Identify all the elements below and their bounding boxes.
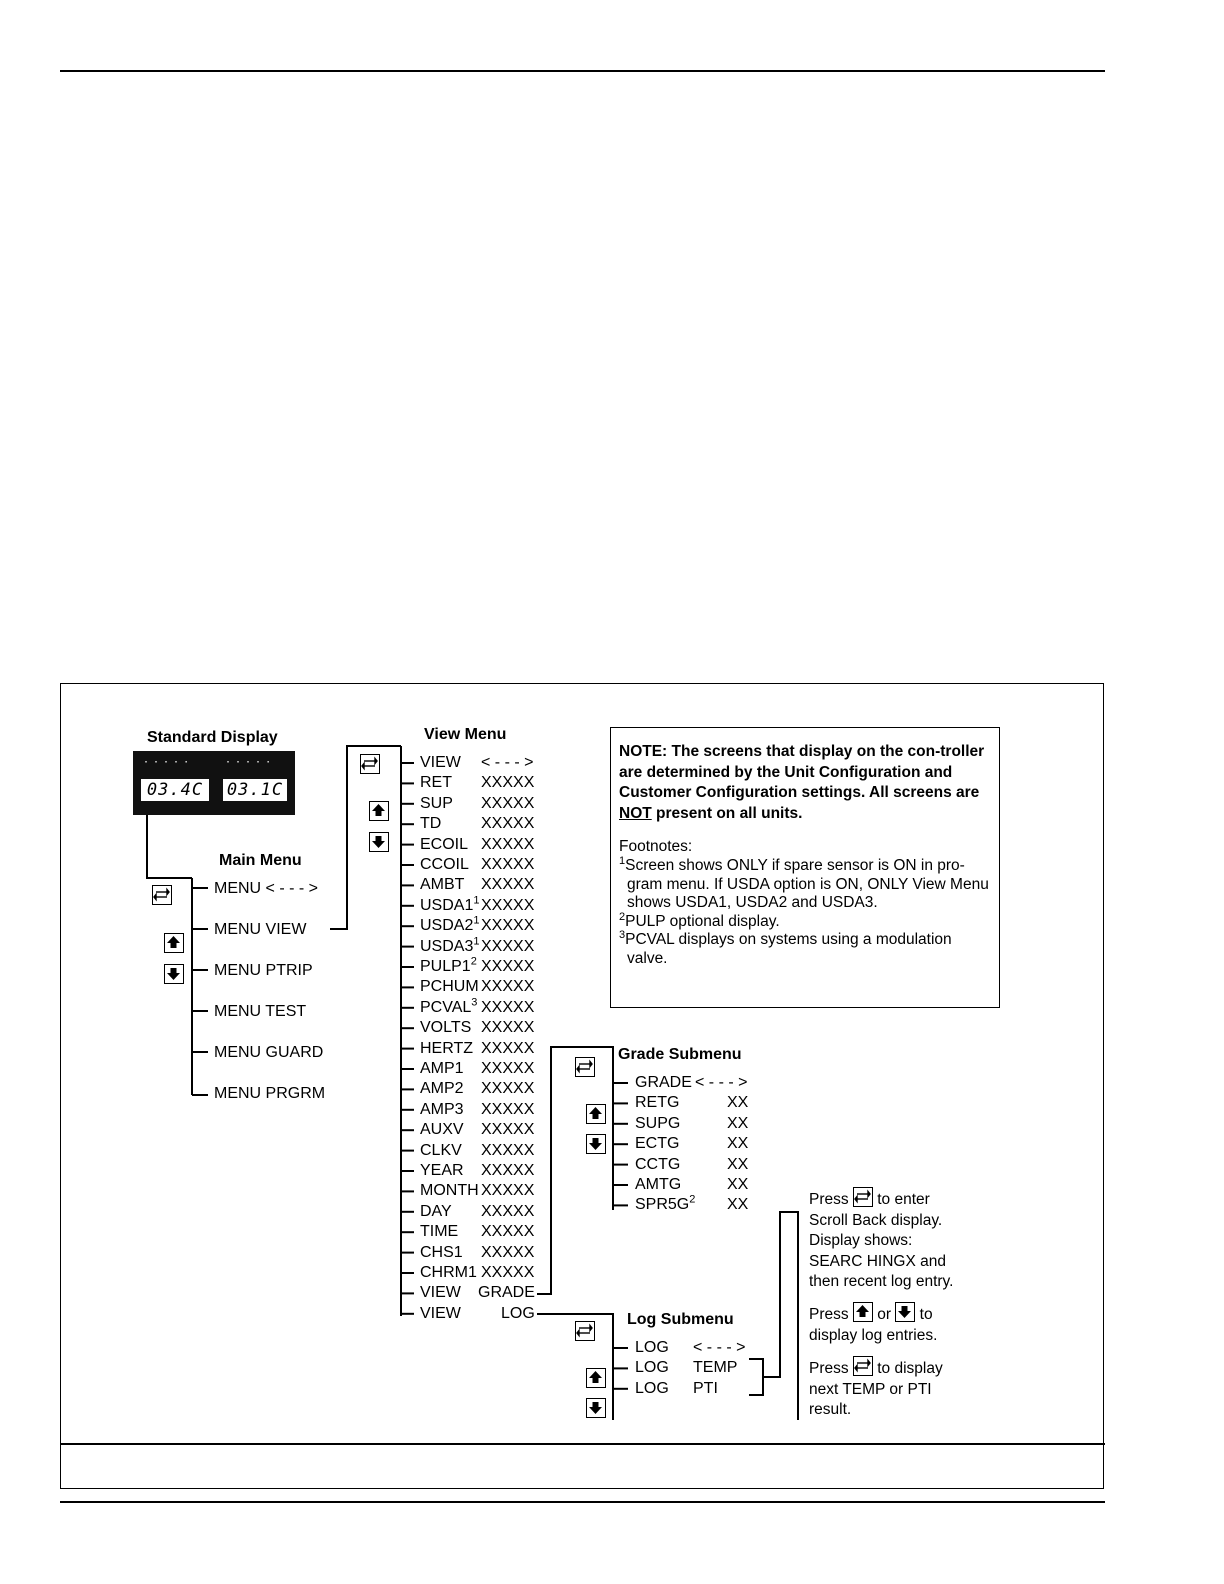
view-menu-item-value: XXXXX bbox=[481, 876, 535, 894]
footnote-number: 3 bbox=[619, 928, 626, 941]
instruction-2-after-key: to bbox=[919, 1306, 933, 1323]
grade-submenu-item-value: XX bbox=[727, 1155, 749, 1173]
grade-down-key[interactable] bbox=[586, 1134, 606, 1154]
view-menu-item-label bbox=[420, 1162, 464, 1180]
select-key-icon bbox=[854, 1357, 871, 1374]
view-menu-item-label-text: PCVAL bbox=[420, 998, 472, 1016]
view-menu-item-label-text: USDA2 bbox=[420, 917, 474, 935]
view-menu-item-label-text: AMP3 bbox=[420, 1100, 464, 1118]
log-submenu-title: Log Submenu bbox=[627, 1311, 734, 1328]
down-arrow-key-icon bbox=[370, 833, 387, 850]
grade-submenu-item-label-text: ECTG bbox=[635, 1135, 680, 1153]
grade-submenu-item-value: < - - - > bbox=[695, 1074, 748, 1091]
main-menu-item[interactable]: MENU GUARD bbox=[214, 1044, 324, 1061]
press-label-2: Press bbox=[809, 1306, 849, 1323]
grade-submenu-item-label bbox=[635, 1135, 679, 1153]
view-menu-item-label-text: DAY bbox=[420, 1202, 452, 1220]
select-key-icon bbox=[361, 755, 378, 772]
view-menu-item-value: XXXXX bbox=[481, 1243, 535, 1261]
instruction-display-log-entries bbox=[809, 1302, 937, 1346]
view-menu-item-label-text: PCHUM bbox=[420, 978, 479, 996]
view-menu-item-label-text: YEAR bbox=[420, 1162, 464, 1179]
view-menu-item-label bbox=[420, 1040, 473, 1058]
lcd-right-value: 03.1C bbox=[223, 779, 287, 801]
view-menu-item-label-text: RET bbox=[420, 774, 452, 792]
main-menu-title: Main Menu bbox=[219, 852, 302, 869]
view-menu-item-label bbox=[420, 935, 480, 956]
view-menu-item-label bbox=[420, 1121, 464, 1139]
main-menu-item[interactable]: MENU PRGRM bbox=[214, 1085, 326, 1102]
footnote-text: Screen shows ONLY if spare sensor is ON in pro-gram menu. If USDA option is ON, ONLY View Menu shows USDA1, USDA2 and USDA3. bbox=[625, 857, 989, 911]
grade-submenu-item-label bbox=[635, 1156, 680, 1174]
view-menu-item-value: XXXXX bbox=[481, 1039, 535, 1057]
down-arrow-key-icon bbox=[587, 1399, 604, 1416]
main-down-key[interactable] bbox=[164, 964, 184, 984]
view-menu-item-label-text: HERTZ bbox=[420, 1039, 474, 1057]
log-submenu-item-value: < - - - > bbox=[693, 1339, 746, 1356]
footnote-item bbox=[619, 928, 991, 968]
footnotes-title: Footnotes: bbox=[619, 838, 693, 855]
instruction-enter-scroll-back bbox=[809, 1187, 953, 1293]
view-menu-item-value: XXXXX bbox=[481, 794, 535, 812]
view-menu-item-label bbox=[420, 856, 469, 874]
view-menu-item-value: XXXXX bbox=[481, 1223, 535, 1241]
note-text-end: present on all units. bbox=[651, 804, 803, 822]
view-select-key[interactable] bbox=[360, 754, 380, 774]
note-underlined: NOT bbox=[619, 804, 652, 822]
main-up-key[interactable] bbox=[164, 933, 184, 953]
log-submenu-item-value: PTI bbox=[693, 1379, 718, 1397]
log-up-key[interactable] bbox=[586, 1368, 606, 1388]
view-menu-item-value: XXXXX bbox=[481, 896, 535, 914]
view-menu-item-label-text: VIEW bbox=[420, 1304, 461, 1322]
view-menu-item-label bbox=[420, 996, 478, 1017]
footnote-marker: 1 bbox=[473, 914, 480, 927]
down-arrow-key-icon bbox=[896, 1303, 913, 1320]
view-menu-item-value: XXXXX bbox=[481, 1060, 535, 1077]
grade-submenu-item-label-text: SPR5G bbox=[635, 1196, 690, 1214]
footnote-marker: 2 bbox=[689, 1194, 696, 1207]
view-menu-item-label-text: MONTH bbox=[420, 1182, 479, 1200]
instruction-line: result. bbox=[809, 1401, 852, 1418]
standard-display bbox=[133, 751, 295, 815]
view-menu-item-label bbox=[420, 1182, 479, 1200]
view-menu-item-label-text: CHS1 bbox=[420, 1243, 463, 1261]
view-menu-item-label-text: AMP1 bbox=[420, 1060, 464, 1077]
view-menu-item-label-text: PULP1 bbox=[420, 958, 471, 975]
note-text-start: NOTE: The screens that display on the con-troller are determined by the Unit Configuration and Customer Configuration settings. All screens are bbox=[619, 743, 985, 801]
instruction-select-key-1 bbox=[853, 1187, 873, 1207]
view-menu-item-label-text: AUXV bbox=[420, 1121, 464, 1139]
view-menu-item-label bbox=[420, 815, 441, 833]
grade-select-key[interactable] bbox=[575, 1057, 595, 1077]
view-menu-item-label-text: AMP2 bbox=[420, 1080, 464, 1098]
view-up-key[interactable] bbox=[369, 801, 389, 821]
footnote-item bbox=[619, 854, 991, 913]
press-label-1: Press bbox=[809, 1191, 849, 1208]
view-menu-item-label-text: USDA1 bbox=[420, 896, 474, 914]
instruction-line: SEARC HINGX and bbox=[809, 1252, 946, 1270]
view-menu-item-value: XXXXX bbox=[481, 856, 535, 873]
view-menu-item-value: XXXXX bbox=[481, 1202, 535, 1220]
view-menu-item-label bbox=[420, 795, 453, 813]
log-submenu-item-label: LOG bbox=[635, 1339, 669, 1356]
view-menu-item-value: XXXXX bbox=[481, 1182, 535, 1200]
footnote-marker: 1 bbox=[473, 894, 480, 907]
view-menu-item-label bbox=[420, 1223, 458, 1241]
view-menu-item-value: XXXXX bbox=[481, 815, 535, 833]
view-menu-item-label-text: TD bbox=[420, 815, 442, 833]
grade-submenu-item-value: XX bbox=[727, 1135, 749, 1153]
view-menu-item-value: LOG bbox=[501, 1304, 535, 1322]
view-menu-item-value: XXXXX bbox=[481, 1162, 535, 1179]
log-down-key[interactable] bbox=[586, 1398, 606, 1418]
footnote-marker: 1 bbox=[473, 935, 480, 948]
view-menu-item-label bbox=[420, 1284, 461, 1302]
view-menu-item-label bbox=[420, 876, 464, 894]
main-menu-item[interactable]: MENU PTRIP bbox=[214, 962, 313, 979]
standard-display-title: Standard Display bbox=[147, 729, 278, 746]
view-menu-item-label bbox=[420, 1305, 461, 1323]
instruction-1-after-key: to enter bbox=[877, 1191, 930, 1208]
main-menu-item[interactable]: MENU < - - - > bbox=[214, 880, 319, 897]
view-menu-item-value: XXXXX bbox=[481, 774, 535, 792]
view-menu-item-label-text: SUP bbox=[420, 794, 453, 812]
main-menu-item[interactable]: MENU VIEW bbox=[214, 921, 307, 938]
instruction-line: Display shows: bbox=[809, 1232, 913, 1249]
footnote-number: 2 bbox=[619, 910, 626, 923]
note-text bbox=[619, 742, 991, 824]
footnote-item bbox=[619, 910, 991, 932]
view-menu-item-label bbox=[420, 1080, 464, 1098]
view-menu-item-label-text: VIEW bbox=[420, 1284, 461, 1302]
grade-submenu-item-label bbox=[635, 1115, 680, 1133]
view-menu-item-value: XXXXX bbox=[481, 998, 535, 1016]
footnote-marker: 2 bbox=[470, 955, 477, 968]
grade-up-key[interactable] bbox=[586, 1104, 606, 1124]
view-menu-item-label-text: CLKV bbox=[420, 1141, 462, 1159]
view-menu-item-value: XXXXX bbox=[481, 1141, 535, 1159]
view-menu-item-label-text: CHRM1 bbox=[420, 1264, 477, 1281]
view-menu-item-label bbox=[420, 1101, 464, 1119]
instruction-line: next TEMP or PTI bbox=[809, 1380, 932, 1398]
view-menu-item-value: XXXXX bbox=[481, 1019, 535, 1037]
grade-submenu-item-label bbox=[635, 1094, 679, 1112]
view-menu-item-label bbox=[420, 754, 461, 772]
instruction-up-key bbox=[853, 1302, 873, 1322]
view-menu-item-value: XXXXX bbox=[481, 1264, 535, 1281]
grade-submenu-item-label bbox=[635, 1176, 681, 1194]
view-menu-item-label bbox=[420, 1244, 463, 1262]
instruction-select-key-2 bbox=[853, 1356, 873, 1376]
view-menu-item-value: GRADE bbox=[478, 1284, 535, 1302]
lcd-dots-left: ····· bbox=[143, 757, 194, 768]
view-menu-item-label-text: TIME bbox=[420, 1223, 459, 1241]
log-select-key[interactable] bbox=[575, 1321, 595, 1341]
view-menu-item-value: XXXXX bbox=[481, 937, 535, 955]
main-select-key[interactable] bbox=[152, 885, 172, 905]
footnote-marker: 3 bbox=[471, 996, 478, 1009]
view-menu-item-label bbox=[420, 1019, 471, 1037]
instruction-line: display log entries. bbox=[809, 1326, 938, 1344]
view-menu-item-label bbox=[420, 978, 479, 996]
view-menu-item-label bbox=[420, 1264, 477, 1282]
grade-submenu-item-label bbox=[635, 1074, 692, 1092]
view-menu-item-label-text: VOLTS bbox=[420, 1019, 472, 1037]
view-menu-item-label bbox=[420, 1142, 462, 1160]
view-menu-item-label bbox=[420, 894, 480, 915]
view-menu-item-value: XXXXX bbox=[481, 1080, 535, 1098]
grade-submenu-item-label-text: AMTG bbox=[635, 1176, 682, 1193]
lcd-dots-right: ····· bbox=[225, 757, 276, 768]
main-menu-item[interactable]: MENU TEST bbox=[214, 1003, 307, 1020]
footnotes-list bbox=[619, 854, 991, 968]
log-submenu-item-label: LOG bbox=[635, 1379, 669, 1397]
up-arrow-key-icon bbox=[370, 802, 387, 819]
up-arrow-key-icon bbox=[165, 934, 182, 951]
grade-submenu-item-value: XX bbox=[727, 1094, 749, 1112]
note-box bbox=[610, 727, 1000, 1008]
down-arrow-key-icon bbox=[587, 1135, 604, 1152]
view-menu-item-value: XXXXX bbox=[481, 978, 535, 996]
footnote-text: PULP optional display. bbox=[625, 912, 780, 930]
select-key-icon bbox=[576, 1322, 593, 1339]
log-submenu-item-value: TEMP bbox=[693, 1359, 738, 1377]
log-submenu-item-label: LOG bbox=[635, 1359, 669, 1377]
view-menu-item-value: XXXXX bbox=[481, 1100, 535, 1118]
view-menu-item-label bbox=[420, 836, 468, 854]
footnote-number: 1 bbox=[619, 854, 626, 867]
select-key-icon bbox=[854, 1188, 871, 1205]
select-key-icon bbox=[153, 886, 170, 903]
footnote-text: PCVAL displays on systems using a modulation valve. bbox=[625, 931, 952, 967]
view-menu-item-label bbox=[420, 1203, 452, 1221]
view-menu-item-value: XXXXX bbox=[481, 1121, 535, 1139]
view-menu-item-label-text: ECOIL bbox=[420, 835, 469, 853]
view-menu-item-value: XXXXX bbox=[481, 835, 535, 853]
view-menu-item-value: < - - - > bbox=[481, 754, 534, 771]
view-menu-item-value: XXXXX bbox=[481, 958, 535, 975]
view-menu-item-label bbox=[420, 955, 477, 976]
instruction-or: or bbox=[877, 1306, 892, 1323]
down-arrow-key-icon bbox=[165, 965, 182, 982]
grade-submenu-item-label-text: CCTG bbox=[635, 1155, 681, 1173]
grade-submenu-item-value: XX bbox=[727, 1114, 749, 1132]
view-menu-item-label bbox=[420, 1060, 464, 1078]
instruction-down-key bbox=[895, 1302, 915, 1322]
lcd-left-value: 03.4C bbox=[141, 779, 209, 801]
grade-submenu-item-label-text: GRADE bbox=[635, 1074, 692, 1091]
instruction-3-lines bbox=[809, 1380, 943, 1421]
view-down-key[interactable] bbox=[369, 832, 389, 852]
grade-submenu-item-label-text: RETG bbox=[635, 1094, 680, 1112]
grade-submenu-item-label bbox=[635, 1196, 695, 1214]
grade-submenu-item-value: XX bbox=[727, 1196, 749, 1214]
instruction-display-next bbox=[809, 1356, 943, 1421]
view-menu-item-label-text: USDA3 bbox=[420, 937, 474, 955]
up-arrow-key-icon bbox=[854, 1303, 871, 1320]
view-menu-item-label-text: CCOIL bbox=[420, 856, 469, 873]
grade-submenu-item-value: XX bbox=[727, 1176, 749, 1193]
view-menu-item-label bbox=[420, 914, 480, 935]
view-menu-item-value: XXXXX bbox=[481, 917, 535, 935]
view-menu-title: View Menu bbox=[424, 726, 507, 743]
press-label-3: Press bbox=[809, 1360, 849, 1377]
instruction-3-after-key: to display bbox=[877, 1360, 943, 1377]
grade-submenu-title: Grade Submenu bbox=[618, 1046, 742, 1063]
grade-submenu-item-label-text: SUPG bbox=[635, 1114, 681, 1132]
view-menu-item-label-text: VIEW bbox=[420, 754, 461, 771]
select-key-icon bbox=[576, 1058, 593, 1075]
instruction-2-lines bbox=[809, 1326, 937, 1347]
instruction-line: Scroll Back display. bbox=[809, 1211, 943, 1229]
instruction-line: then recent log entry. bbox=[809, 1273, 954, 1290]
view-menu-item-label bbox=[420, 774, 452, 792]
instruction-1-lines bbox=[809, 1211, 953, 1293]
view-menu-item-label-text: AMBT bbox=[420, 876, 465, 894]
up-arrow-key-icon bbox=[587, 1105, 604, 1122]
up-arrow-key-icon bbox=[587, 1369, 604, 1386]
